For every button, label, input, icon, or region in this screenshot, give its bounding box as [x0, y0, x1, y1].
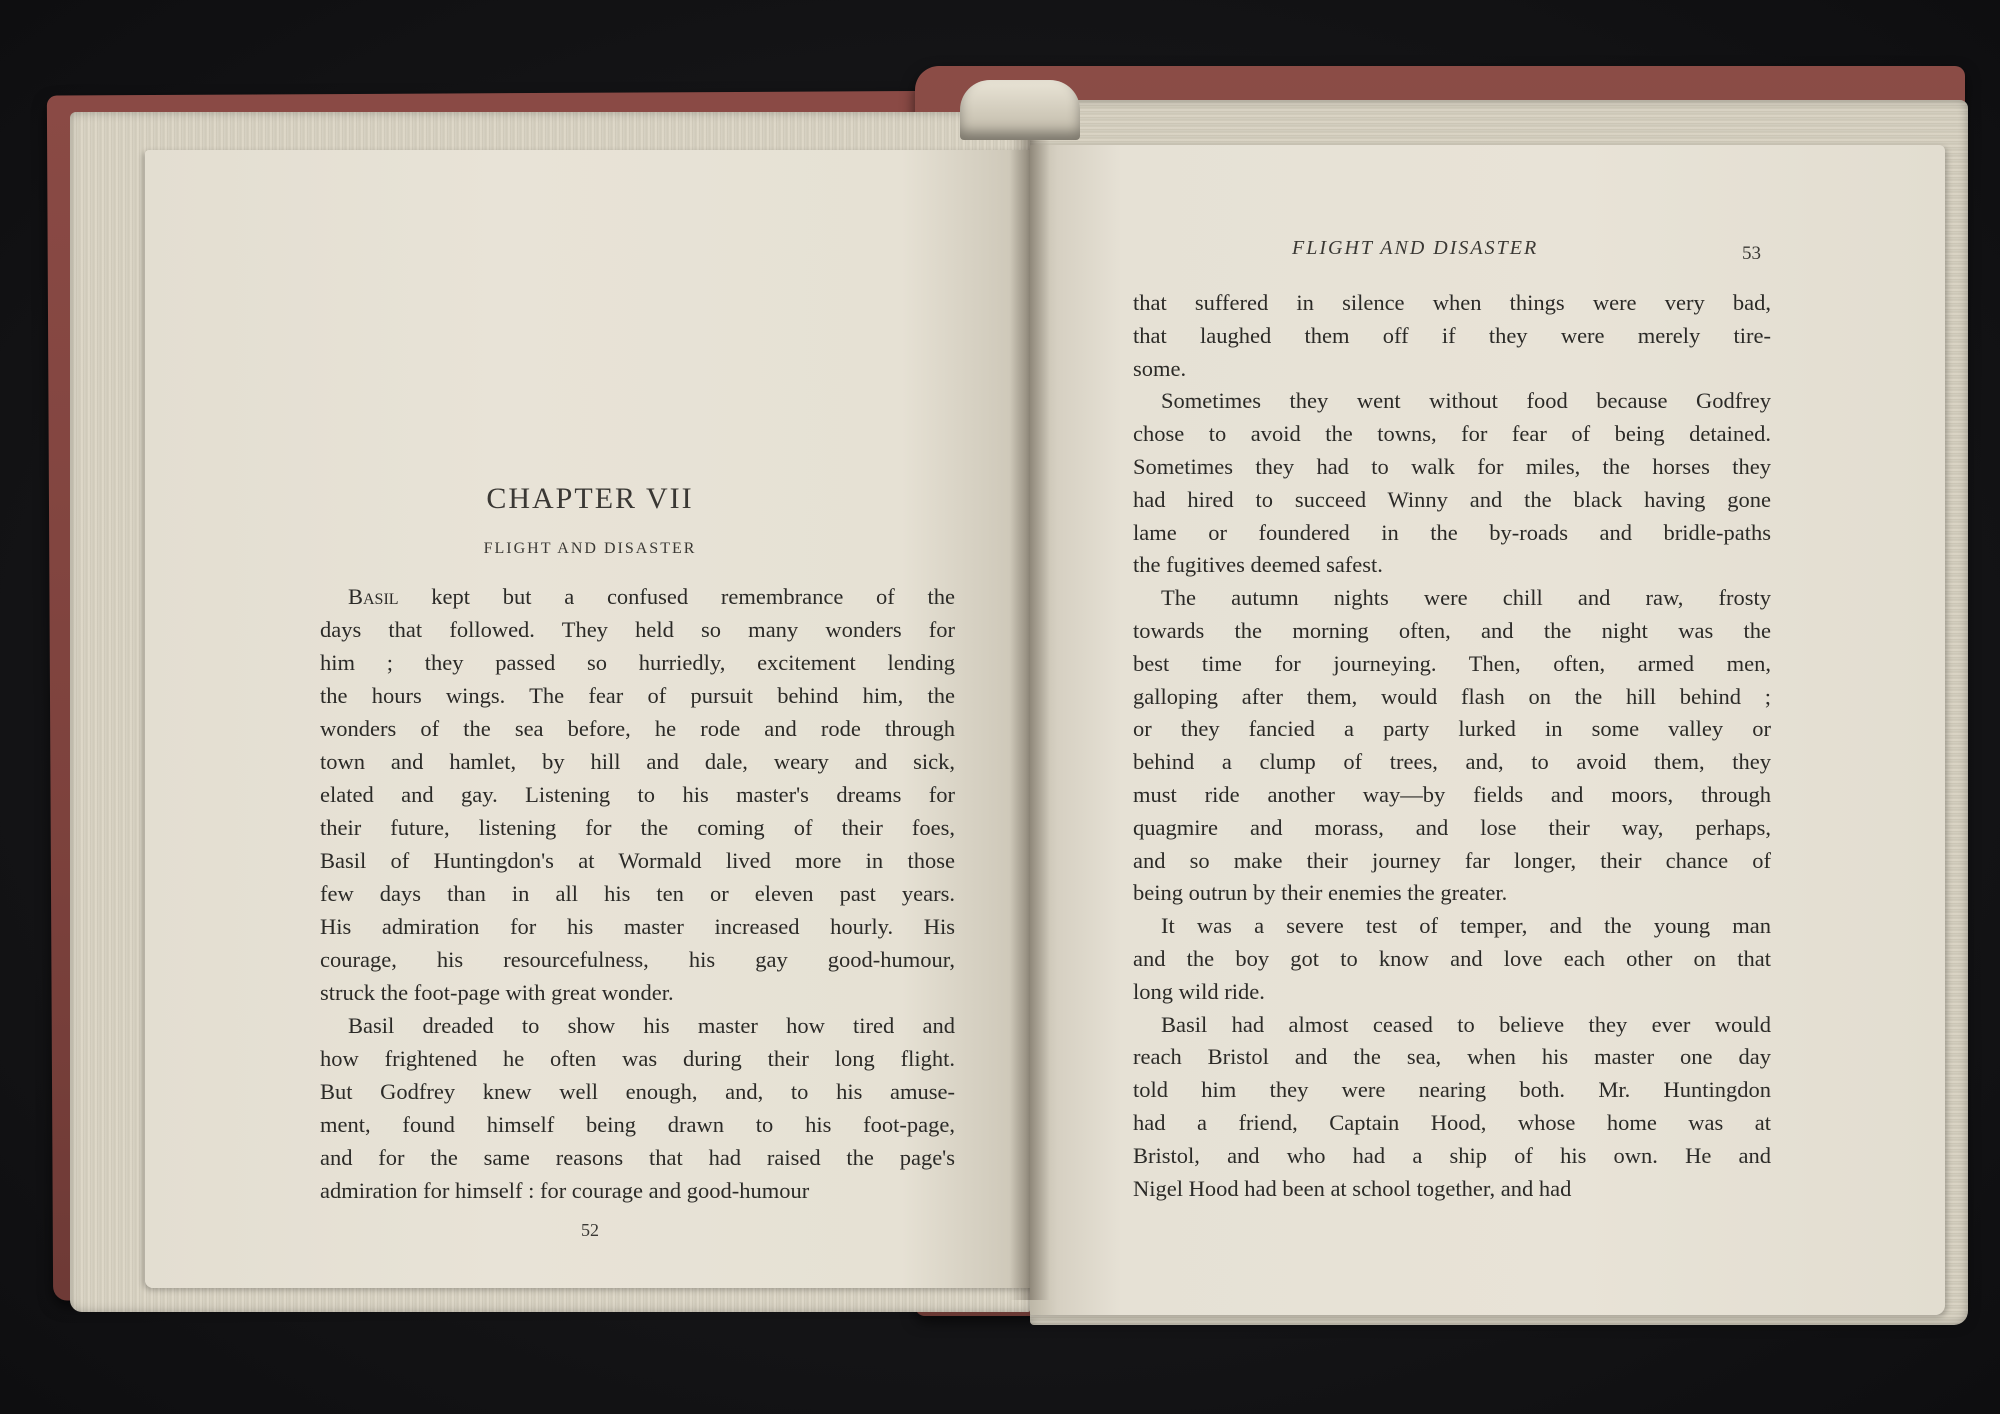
text-line: had a friend, Captain Hood, whose home was at — [1133, 1109, 1771, 1135]
gutter-shadow — [1010, 140, 1050, 1300]
text-line: wonders of the sea before, he rode and rode through — [320, 716, 955, 741]
paragraph — [1133, 1009, 1771, 1206]
text-line: some. — [1133, 355, 1187, 381]
text-line: Nigel Hood had been at school together, and had — [1133, 1175, 1572, 1201]
paragraph — [1133, 582, 1771, 910]
text-line: Sometimes they went without food because Godfrey — [1161, 388, 1771, 414]
text-line: that suffered in silence when things were very bad, — [1133, 290, 1771, 315]
text-line: how frightened he often was during their long flight. — [320, 1046, 955, 1071]
text-line: admiration for himself : for courage and good-humour — [320, 1178, 810, 1203]
text-line: The autumn nights were chill and raw, frosty — [1161, 585, 1771, 611]
text-line: days that followed. They held so many wonders for — [320, 617, 955, 642]
paragraph — [1133, 385, 1771, 582]
text-line: town and hamlet, by hill and dale, weary and sick, — [320, 749, 955, 774]
text-line: ment, found himself being drawn to his foot-page, — [320, 1112, 955, 1137]
text-line: and the boy got to know and love each other on that — [1133, 945, 1771, 971]
text-line: being outrun by their enemies the greater. — [1133, 880, 1508, 906]
text-line: Bristol, and who had a ship of his own. He and — [1133, 1142, 1771, 1168]
text-line — [320, 580, 955, 613]
text-line: and so make their journey far longer, their chance of — [1133, 847, 1771, 873]
text-line: His admiration for his master increased hourly. His — [320, 914, 955, 939]
text-line: chose to avoid the towns, for fear of being detained. — [1133, 421, 1771, 447]
text-line: But Godfrey knew well enough, and, to his amuse- — [320, 1079, 955, 1104]
right-page — [1030, 145, 1945, 1315]
text-line: told him they were nearing both. Mr. Huntingdon — [1133, 1077, 1771, 1103]
paragraph — [320, 1009, 955, 1207]
page-number-right: 53 — [1742, 243, 1761, 264]
right-page-body — [1133, 287, 1771, 1205]
paragraph — [1133, 910, 1771, 1008]
text-line: few days than in all his ten or eleven past years. — [320, 881, 955, 906]
text-line: had hired to succeed Winny and the black having gone — [1133, 486, 1771, 512]
paragraph — [1133, 287, 1771, 385]
text-line: must ride another way—by fields and moors, through — [1133, 781, 1771, 807]
text-line: struck the foot-page with great wonder. — [320, 980, 674, 1005]
text-line: Basil of Huntingdon's at Wormald lived more in those — [320, 848, 955, 873]
text-line: lame or foundered in the by-roads and bridle-paths — [1133, 519, 1771, 545]
text-line: It was a severe test of temper, and the young man — [1161, 913, 1771, 939]
drop-word: Basil — [348, 584, 399, 609]
text-line: best time for journeying. Then, often, armed men, — [1133, 650, 1771, 676]
text-line: their future, listening for the coming of their foes, — [320, 815, 955, 840]
text-line: courage, his resourcefulness, his gay good-humour, — [320, 947, 955, 972]
text-line: the hours wings. The fear of pursuit behind him, the — [320, 683, 955, 708]
text-line: and for the same reasons that had raised the page's — [320, 1145, 955, 1170]
running-head: FLIGHT AND DISASTER — [1292, 237, 1539, 259]
text-line: reach Bristol and the sea, when his master one day — [1133, 1044, 1771, 1070]
page-number-left: 52 — [581, 1220, 599, 1240]
text-line: behind a clump of trees, and, to avoid them, they — [1133, 749, 1771, 775]
left-page-body — [320, 580, 955, 1207]
text-line: him ; they passed so hurriedly, excitement lending — [320, 650, 955, 675]
text-line: Sometimes they had to walk for miles, the horses they — [1133, 453, 1771, 479]
text-line: Basil dreaded to show his master how tired and — [348, 1013, 955, 1038]
chapter-number: CHAPTER VII — [486, 482, 694, 515]
book-spine — [960, 80, 1080, 140]
chapter-title: FLIGHT AND DISASTER — [483, 540, 697, 557]
paragraph — [320, 580, 955, 1009]
text-line: that laughed them off if they were merely tire- — [1133, 322, 1771, 348]
text-line: or they fancied a party lurked in some valley or — [1133, 716, 1771, 742]
text-line: elated and gay. Listening to his master's dreams for — [320, 782, 955, 807]
line-text: kept but a confused remembrance of the — [398, 584, 955, 609]
left-page — [145, 150, 1035, 1288]
text-line: quagmire and morass, and lose their way, perhaps, — [1133, 814, 1771, 840]
text-line: long wild ride. — [1133, 978, 1265, 1004]
text-line: Basil had almost ceased to believe they ever would — [1161, 1011, 1771, 1037]
text-line: the fugitives deemed safest. — [1133, 552, 1383, 578]
text-line: galloping after them, would flash on the hill behind ; — [1133, 683, 1771, 709]
text-line: towards the morning often, and the night was the — [1133, 617, 1771, 643]
